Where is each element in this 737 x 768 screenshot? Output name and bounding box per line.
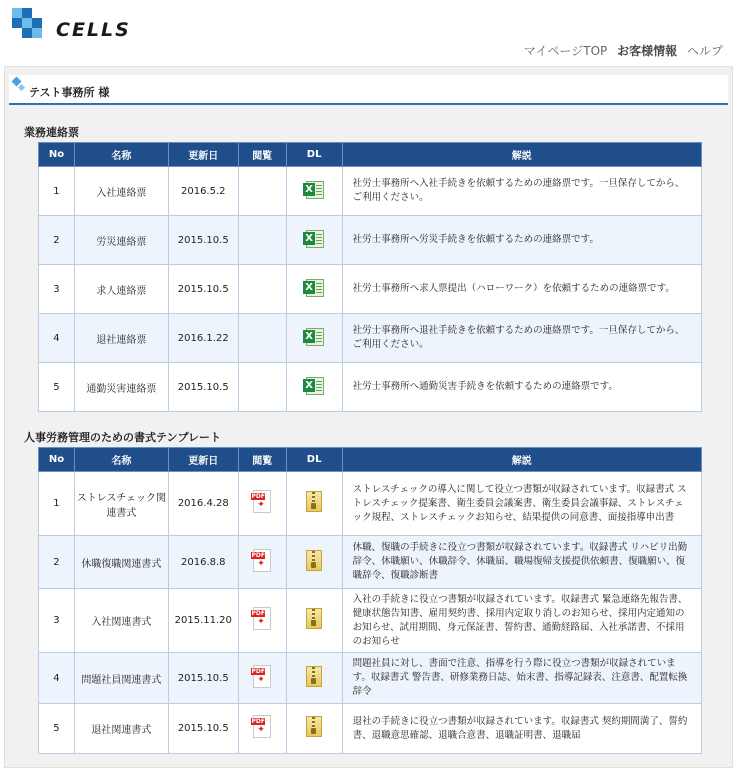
excel-line xyxy=(316,283,322,284)
cells-logo[interactable] xyxy=(10,6,130,42)
description: 社労士事務所へ求人票提出（ハローワーク）を依頼するための連絡票です。 xyxy=(342,265,701,314)
excel-line xyxy=(316,237,322,238)
view-cell xyxy=(238,216,286,265)
updated-date: 2016.1.22 xyxy=(168,314,238,363)
description: 社労士事務所へ入社手続きを依頼するための連絡票です。一旦保存してから、ご利用ください。 xyxy=(342,167,701,216)
document-name: 退社連絡票 xyxy=(74,314,168,363)
view-cell xyxy=(238,653,286,704)
col-date: 更新日 xyxy=(168,448,238,472)
updated-date: 2015.10.5 xyxy=(168,216,238,265)
zip-icon[interactable] xyxy=(304,665,324,689)
table-row xyxy=(39,472,702,536)
view-cell xyxy=(238,704,286,754)
excel-line xyxy=(316,384,322,385)
updated-date: 2016.8.8 xyxy=(168,536,238,589)
excel-line xyxy=(316,243,322,244)
zip-teeth xyxy=(312,551,315,563)
zip-icon[interactable] xyxy=(304,607,324,631)
nav-customer-info[interactable]: お客様情報 xyxy=(617,44,678,58)
office-name: テスト事務所 様 xyxy=(29,86,110,99)
excel-line xyxy=(316,292,322,293)
excel-line xyxy=(316,194,322,195)
col-description: 解説 xyxy=(342,143,701,167)
document-name: 休職復職関連書式 xyxy=(74,536,168,589)
pdf-icon[interactable] xyxy=(251,665,273,689)
updated-date: 2015.11.20 xyxy=(168,589,238,653)
document-name: ストレスチェック関連書式 xyxy=(74,472,168,536)
col-dl: DL xyxy=(286,448,342,472)
pdf-symbol: ✦ xyxy=(257,725,265,735)
col-no: No xyxy=(39,448,75,472)
col-view: 閲覧 xyxy=(238,143,286,167)
view-cell xyxy=(238,589,286,653)
excel-icon[interactable] xyxy=(303,180,325,200)
updated-date: 2015.10.5 xyxy=(168,704,238,754)
excel-x: X xyxy=(303,281,315,294)
nav-help[interactable]: ヘルプ xyxy=(686,44,723,58)
updated-date: 2015.10.5 xyxy=(168,653,238,704)
excel-icon[interactable] xyxy=(303,278,325,298)
col-date: 更新日 xyxy=(168,143,238,167)
excel-line xyxy=(316,234,322,235)
download-cell xyxy=(286,314,342,363)
pdf-symbol: ✦ xyxy=(257,674,265,685)
table-row xyxy=(39,265,702,314)
excel-line xyxy=(316,188,322,189)
excel-icon[interactable] xyxy=(303,376,325,396)
excel-line xyxy=(316,390,322,391)
description: 問題社員に対し、書面で注意、指導を行う際に役立つ書類が収録されています。収録書式 警告書、研修業務日誌、始末書、指導記録表、注意書、配置転換辞令 xyxy=(342,653,701,704)
excel-line xyxy=(316,286,322,287)
row-number: 2 xyxy=(39,536,75,589)
pdf-symbol: ✦ xyxy=(257,500,265,510)
description: ストレスチェックの導入に関して役立つ書類が収録されています。収録書式 ストレスチェック提案書、衛生委員会議案書、衛生委員会議事録、ストレスチェック規程、ストレスチェックお知らせ、結果提供の同意書、面接指導申出書 xyxy=(342,472,701,536)
description: 入社の手続きに役立つ書類が収録されています。収録書式 緊急連絡先報告書、健康状態告知書、雇用契約書、採用内定取り消しのお知らせ、採用内定通知のお知らせ、試用期間、身元保証書、誓約書、通勤経路届、入社承諾書、不採用のお知らせ xyxy=(342,589,701,653)
pdf-symbol: ✦ xyxy=(257,558,265,569)
row-number: 3 xyxy=(39,589,75,653)
col-dl: DL xyxy=(286,143,342,167)
download-cell xyxy=(286,472,342,536)
excel-line xyxy=(316,381,322,382)
table-row xyxy=(39,536,702,589)
pdf-tag: PDF xyxy=(251,718,265,725)
download-cell xyxy=(286,363,342,412)
description: 社労士事務所へ労災手続きを依頼するための連絡票です。 xyxy=(342,216,701,265)
view-cell xyxy=(238,167,286,216)
table-row xyxy=(39,314,702,363)
document-name: 通勤災害連絡票 xyxy=(74,363,168,412)
excel-x: X xyxy=(303,232,315,245)
excel-line xyxy=(316,240,322,241)
download-cell xyxy=(286,216,342,265)
row-number: 1 xyxy=(39,472,75,536)
download-cell xyxy=(286,265,342,314)
updated-date: 2016.4.28 xyxy=(168,472,238,536)
template-forms-table xyxy=(38,447,702,754)
table-row xyxy=(39,653,702,704)
zip-teeth xyxy=(312,667,315,679)
top-nav xyxy=(518,42,723,59)
top-header xyxy=(0,0,737,64)
zip-pull xyxy=(311,728,316,734)
view-cell xyxy=(238,472,286,536)
description: 社労士事務所へ通勤災害手続きを依頼するための連絡票です。 xyxy=(342,363,701,412)
zip-pull xyxy=(311,503,316,509)
updated-date: 2015.10.5 xyxy=(168,265,238,314)
excel-x: X xyxy=(303,379,315,392)
col-description: 解説 xyxy=(342,448,701,472)
zip-icon[interactable] xyxy=(304,715,324,739)
row-number: 4 xyxy=(39,314,75,363)
document-name: 求人連絡票 xyxy=(74,265,168,314)
description: 退社の手続きに役立つ書類が収録されています。収録書式 契約期間満了、誓約書、退職意思確認、退職合意書、退職証明書、退職届 xyxy=(342,704,701,754)
download-cell xyxy=(286,704,342,754)
excel-line xyxy=(316,185,322,186)
row-number: 1 xyxy=(39,167,75,216)
zip-pull xyxy=(311,562,316,568)
excel-line xyxy=(316,289,322,290)
pdf-tag: PDF xyxy=(251,551,265,559)
table-row xyxy=(39,216,702,265)
section-title: 業務連絡票 xyxy=(24,126,79,139)
updated-date: 2015.10.5 xyxy=(168,363,238,412)
updated-date: 2016.5.2 xyxy=(168,167,238,216)
pdf-tag: PDF xyxy=(251,610,265,617)
document-name: 労災連絡票 xyxy=(74,216,168,265)
view-cell xyxy=(238,265,286,314)
col-name: 名称 xyxy=(74,143,168,167)
zip-icon[interactable] xyxy=(304,549,324,573)
zip-pull xyxy=(311,678,316,684)
logo-text: CELLS xyxy=(56,19,131,41)
description: 社労士事務所へ退社手続きを依頼するための連絡票です。一旦保存してから、ご利用ください。 xyxy=(342,314,701,363)
pdf-icon[interactable] xyxy=(251,490,273,514)
row-number: 4 xyxy=(39,653,75,704)
excel-line xyxy=(316,332,322,333)
section-title: 人事労務管理のための書式テンプレート xyxy=(24,431,222,444)
table-row xyxy=(39,363,702,412)
download-cell xyxy=(286,653,342,704)
row-number: 2 xyxy=(39,216,75,265)
excel-x: X xyxy=(303,330,315,343)
excel-line xyxy=(316,335,322,336)
pdf-tag: PDF xyxy=(251,493,265,500)
nav-mypage-top[interactable]: マイページTOP xyxy=(523,44,608,58)
excel-x: X xyxy=(303,183,315,196)
row-number: 3 xyxy=(39,265,75,314)
office-header xyxy=(9,75,728,105)
pdf-icon[interactable] xyxy=(251,715,273,739)
zip-icon[interactable] xyxy=(304,490,324,514)
pdf-icon[interactable] xyxy=(251,607,273,631)
excel-icon[interactable] xyxy=(303,327,325,347)
download-cell xyxy=(286,167,342,216)
view-cell xyxy=(238,363,286,412)
download-cell xyxy=(286,536,342,589)
table-row xyxy=(39,589,702,653)
excel-line xyxy=(316,191,322,192)
row-number: 5 xyxy=(39,363,75,412)
row-number: 5 xyxy=(39,704,75,754)
view-cell xyxy=(238,314,286,363)
document-name: 問題社員関連書式 xyxy=(74,653,168,704)
diamond-small-icon xyxy=(18,84,25,91)
contact-forms-table xyxy=(38,142,702,412)
table-header-row xyxy=(39,143,702,167)
logo-mark-icon xyxy=(10,6,50,42)
excel-line xyxy=(316,387,322,388)
pdf-icon[interactable] xyxy=(251,549,273,573)
col-name: 名称 xyxy=(74,448,168,472)
view-cell xyxy=(238,536,286,589)
excel-icon[interactable] xyxy=(303,229,325,249)
col-view: 閲覧 xyxy=(238,448,286,472)
table-header-row xyxy=(39,448,702,472)
table-row xyxy=(39,167,702,216)
document-name: 入社関連書式 xyxy=(74,589,168,653)
document-name: 入社連絡票 xyxy=(74,167,168,216)
table-row xyxy=(39,704,702,754)
document-name: 退社関連書式 xyxy=(74,704,168,754)
description: 休職、復職の手続きに役立つ書類が収録されています。収録書式 リハビリ出勤辞令、休職願い、休職辞令、休職届、職場復帰支援提供依頼書、復職願い、復職辞令、復職診断書 xyxy=(342,536,701,589)
zip-pull xyxy=(311,620,316,626)
download-cell xyxy=(286,589,342,653)
col-no: No xyxy=(39,143,75,167)
excel-line xyxy=(316,338,322,339)
excel-line xyxy=(316,341,322,342)
pdf-symbol: ✦ xyxy=(257,617,265,627)
pdf-tag: PDF xyxy=(251,667,265,675)
